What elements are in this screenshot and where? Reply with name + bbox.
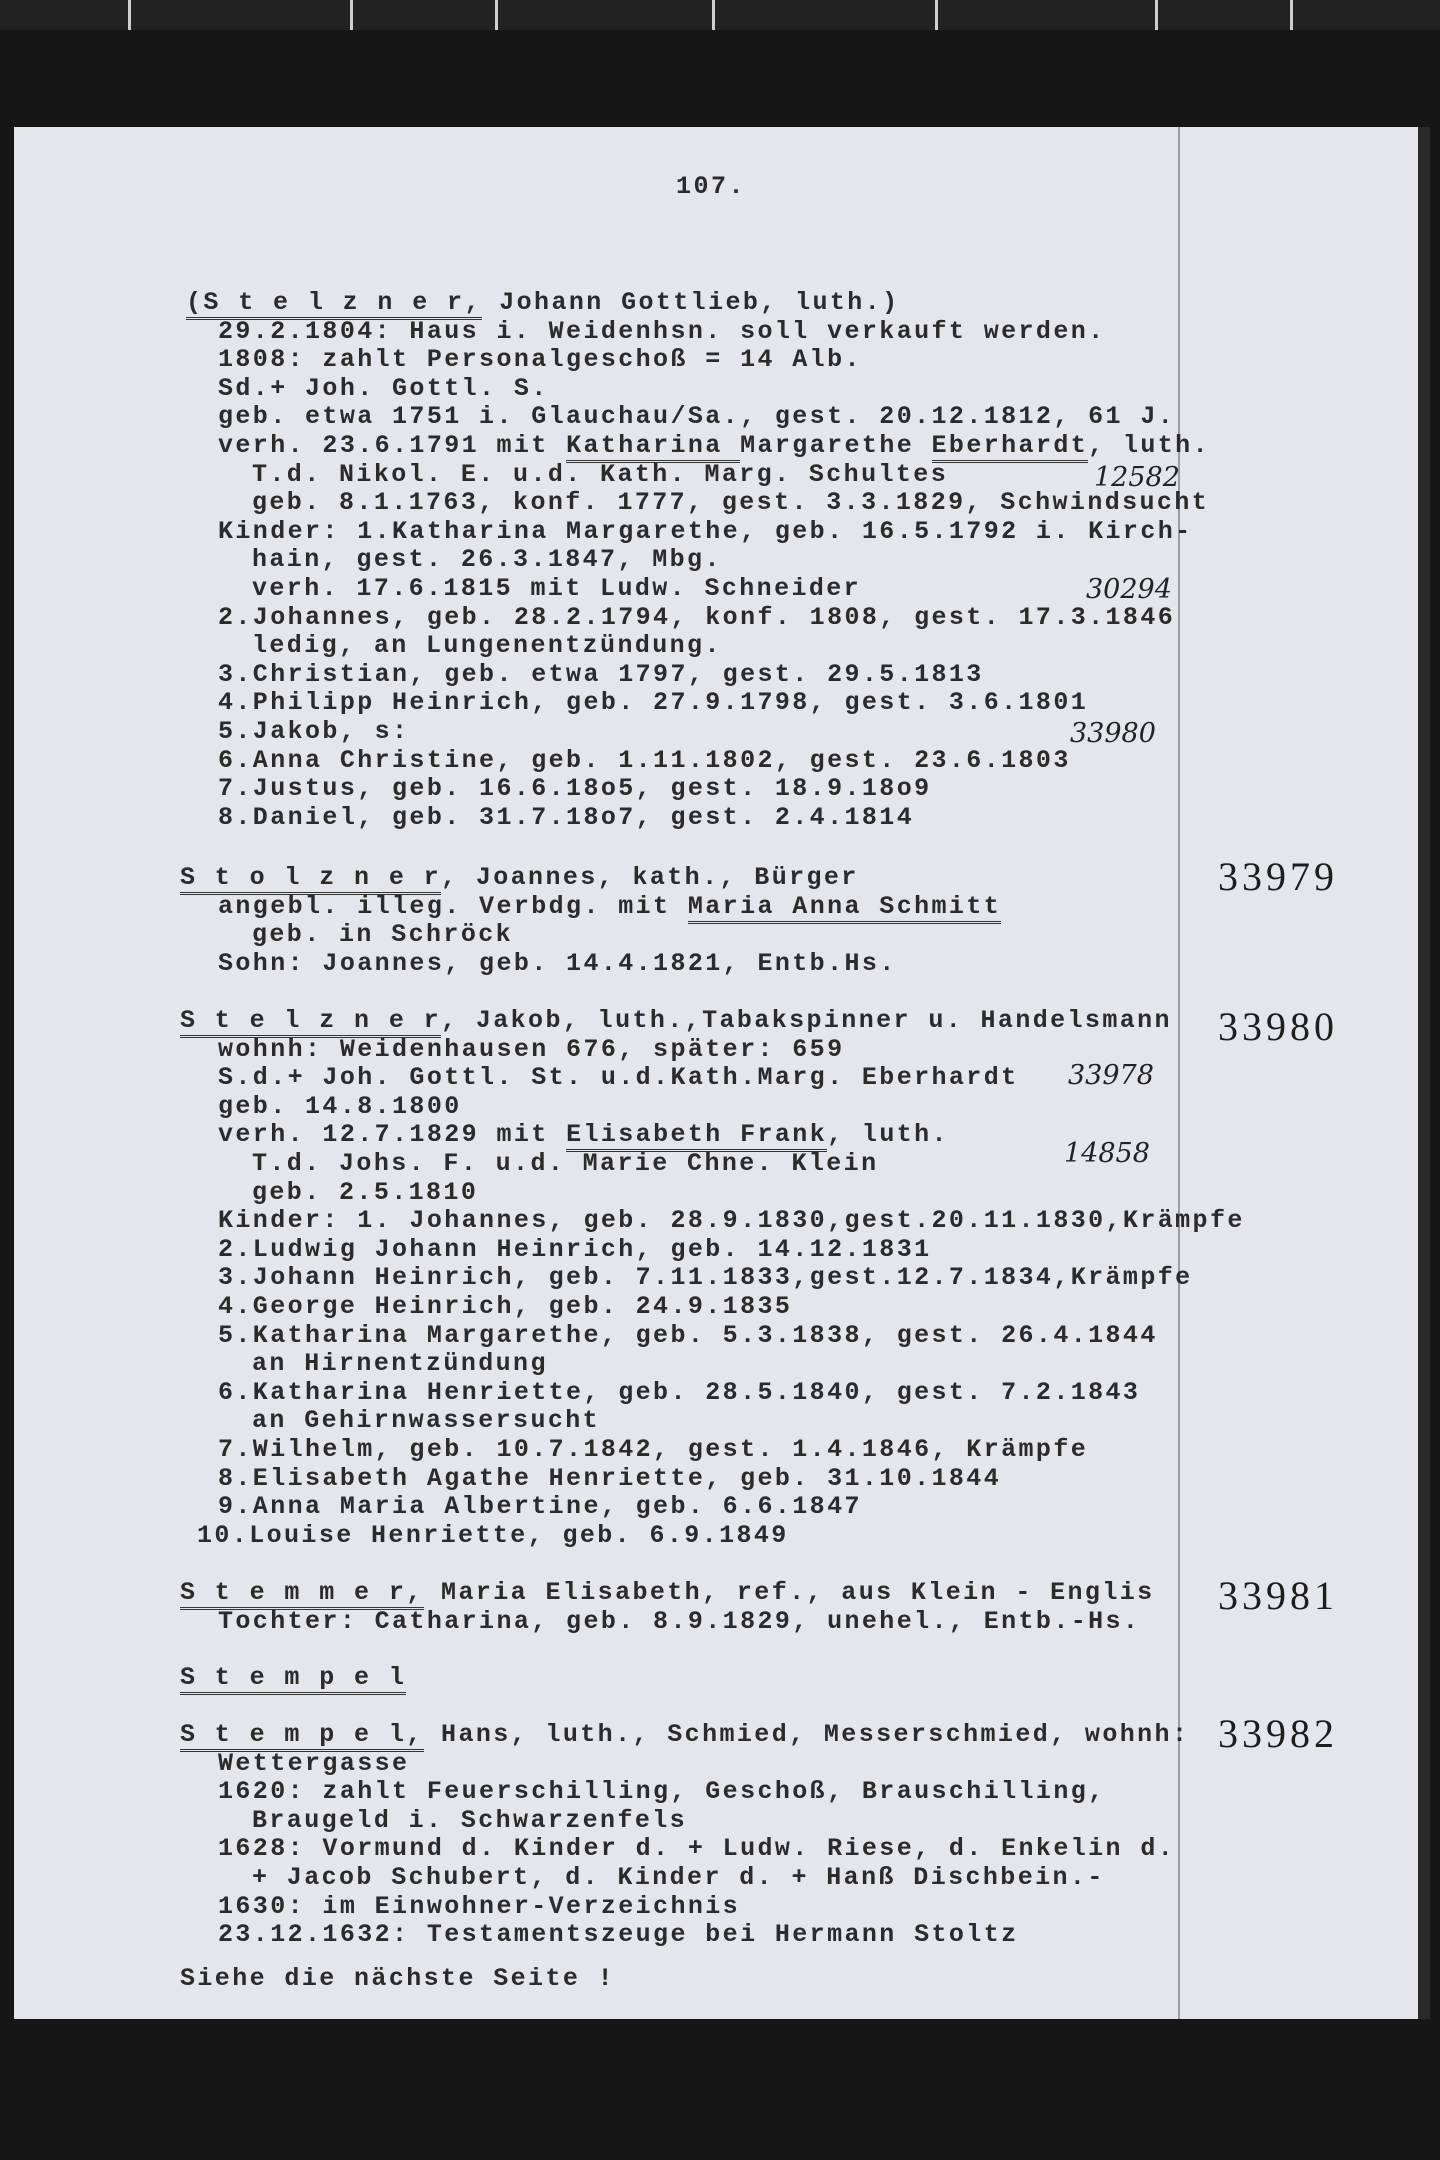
handwritten-reference: 30294 xyxy=(1086,574,1172,605)
underlined-name: S t e l z n e r xyxy=(180,1006,441,1038)
text-line xyxy=(0,1407,1245,1436)
text-line xyxy=(0,346,1210,375)
text-line xyxy=(0,1007,1245,1036)
text-line xyxy=(0,1579,1155,1608)
handwritten-reference: 33980 xyxy=(1070,718,1156,749)
text-line xyxy=(0,432,1210,461)
text-line xyxy=(0,1207,1245,1236)
entry xyxy=(0,1721,1189,1950)
underlined-name: S t e m m e r, xyxy=(180,1578,424,1610)
text-segment: geb. 2.5.1810 xyxy=(252,1177,479,1207)
text-segment: wohnh: Weidenhausen 676, später: 659 xyxy=(218,1034,845,1064)
text-line xyxy=(0,318,1210,347)
text-line xyxy=(0,804,1210,833)
text-segment: verh. 17.6.1815 mit Ludw. Schneider xyxy=(252,573,862,603)
text-line xyxy=(0,1493,1245,1522)
text-line xyxy=(0,1608,1155,1637)
text-line xyxy=(0,1350,1245,1379)
text-line xyxy=(0,1664,406,1693)
text-segment: Margarethe xyxy=(740,430,932,460)
film-edge-mark xyxy=(712,0,715,30)
film-edge-mark xyxy=(350,0,353,30)
text-line xyxy=(0,375,1210,404)
text-line xyxy=(0,1093,1245,1122)
text-segment: geb. 14.8.1800 xyxy=(218,1091,462,1121)
text-segment: geb. etwa 1751 i. Glauchau/Sa., gest. 20.12.1812, 61 J. xyxy=(218,402,1176,432)
text-segment: 9.Anna Maria Albertine, geb. 6.6.1847 xyxy=(218,1492,862,1522)
underlined-name: Katharina xyxy=(566,431,740,463)
text-segment: Sohn: Joannes, geb. 14.4.1821, Entb.Hs. xyxy=(218,948,897,978)
film-edge-strip xyxy=(0,0,1440,30)
text-segment: 3.Christian, geb. etwa 1797, gest. 29.5.1813 xyxy=(218,659,984,689)
text-segment: 6.Anna Christine, geb. 1.11.1802, gest. 23.6.1803 xyxy=(218,745,1071,775)
text-segment: ledig, an Lungenentzündung. xyxy=(252,631,722,661)
text-line xyxy=(0,1807,1189,1836)
text-line xyxy=(0,1064,1245,1093)
text-line xyxy=(0,1293,1245,1322)
film-edge-mark xyxy=(1290,0,1293,30)
text-segment: verh. 12.7.1829 mit xyxy=(218,1120,567,1150)
text-segment: Braugeld i. Schwarzenfels xyxy=(252,1805,688,1835)
page-number: 107. xyxy=(676,172,747,201)
text-segment: Hans, luth., Schmied, Messerschmied, wohnh: xyxy=(423,1720,1190,1749)
handwritten-reference: 14858 xyxy=(1064,1138,1150,1169)
text-segment: 4.George Heinrich, geb. 24.9.1835 xyxy=(218,1291,793,1321)
text-line xyxy=(0,747,1210,776)
text-segment: , Jakob, luth.,Tabakspinner u. Handelsmann xyxy=(441,1006,1172,1035)
text-line xyxy=(0,1721,1189,1750)
entry xyxy=(0,289,1210,832)
text-segment: Tochter: Catharina, geb. 8.9.1829, unehel., Entb.-Hs. xyxy=(218,1606,1141,1636)
text-segment: 8.Daniel, geb. 31.7.18o7, gest. 2.4.1814 xyxy=(218,802,915,832)
record-number: 33980 xyxy=(1218,1004,1338,1049)
underlined-name: S t e m p e l, xyxy=(180,1720,424,1752)
text-segment: an Gehirnwassersucht xyxy=(252,1406,601,1436)
text-line xyxy=(0,575,1210,604)
text-line xyxy=(0,1864,1189,1893)
text-segment: , luth. xyxy=(827,1120,949,1150)
film-edge-mark xyxy=(935,0,938,30)
text-line xyxy=(0,921,1001,950)
text-line xyxy=(0,1522,1245,1551)
text-segment: Siehe die nächste Seite ! xyxy=(180,1964,616,1993)
text-segment: 2.Johannes, geb. 28.2.1794, konf. 1808, gest. 17.3.1846 xyxy=(218,602,1176,632)
text-line xyxy=(0,1150,1245,1179)
text-line xyxy=(0,1465,1245,1494)
text-segment: 1630: im Einwohner-Verzeichnis xyxy=(218,1891,741,1921)
entry xyxy=(0,1965,615,1994)
text-segment: 8.Elisabeth Agathe Henriette, geb. 31.10.1844 xyxy=(218,1463,1002,1493)
record-number: 33982 xyxy=(1218,1711,1338,1756)
text-line xyxy=(0,893,1001,922)
record-number: 33979 xyxy=(1218,854,1338,899)
text-segment: 29.2.1804: Haus i. Weidenhsn. soll verkauft werden. xyxy=(218,316,1106,346)
text-segment: + Jacob Schubert, d. Kinder d. + Hanß Dischbein.- xyxy=(252,1862,1105,1892)
text-segment: geb. 8.1.1763, konf. 1777, gest. 3.3.1829, Schwindsucht xyxy=(252,488,1210,518)
text-line xyxy=(0,1778,1189,1807)
text-line xyxy=(0,1322,1245,1351)
text-segment: geb. in Schröck xyxy=(252,920,514,950)
text-line xyxy=(0,950,1001,979)
text-line xyxy=(0,1965,615,1994)
text-segment: an Hirnentzündung xyxy=(252,1349,548,1379)
film-edge-mark xyxy=(128,0,131,30)
text-segment: Kinder: 1. Johannes, geb. 28.9.1830,gest.20.11.1830,Krämpfe xyxy=(218,1206,1245,1236)
text-line xyxy=(0,661,1210,690)
text-segment: 5.Jakob, s: xyxy=(218,716,410,746)
text-segment: 7.Justus, geb. 16.6.18o5, gest. 18.9.18o9 xyxy=(218,774,932,804)
text-segment: Kinder: 1.Katharina Margarethe, geb. 16.5.1792 i. Kirch- xyxy=(218,516,1193,546)
text-segment: 3.Johann Heinrich, geb. 7.11.1833,gest.12.7.1834,Krämpfe xyxy=(218,1263,1193,1293)
text-segment: 2.Ludwig Johann Heinrich, geb. 14.12.1831 xyxy=(218,1234,932,1264)
text-segment: Sd.+ Joh. Gottl. S. xyxy=(218,373,549,403)
text-segment: hain, gest. 26.3.1847, Mbg. xyxy=(252,545,722,575)
underlined-name: Elisabeth Frank xyxy=(566,1120,827,1152)
text-segment: verh. 23.6.1791 mit xyxy=(218,430,567,460)
text-segment: T.d. Johs. F. u.d. Marie Chne. Klein xyxy=(252,1148,879,1178)
text-line xyxy=(0,1179,1245,1208)
text-line xyxy=(0,1893,1189,1922)
text-segment: 7.Wilhelm, geb. 10.7.1842, gest. 1.4.1846, Krämpfe xyxy=(218,1434,1089,1464)
handwritten-reference: 12582 xyxy=(1094,462,1180,493)
text-segment: 1620: zahlt Feuerschilling, Geschoß, Brauschilling, xyxy=(218,1777,1106,1807)
text-segment: T.d. Nikol. E. u.d. Kath. Marg. Schultes xyxy=(252,459,949,489)
underlined-name: Maria Anna Schmitt xyxy=(688,892,1001,924)
text-line xyxy=(0,289,1210,318)
text-segment: 23.12.1632: Testamentszeuge bei Hermann Stoltz xyxy=(218,1920,1019,1950)
text-line xyxy=(0,689,1210,718)
text-line xyxy=(0,864,1001,893)
page-edge xyxy=(1418,127,1430,2019)
text-line xyxy=(0,1436,1245,1465)
text-line xyxy=(0,604,1210,633)
text-segment: S.d.+ Joh. Gottl. St. u.d.Kath.Marg. Eberhardt xyxy=(218,1063,1019,1093)
entry xyxy=(0,864,1001,978)
text-line xyxy=(0,1921,1189,1950)
text-segment: Wettergasse xyxy=(218,1748,410,1778)
film-edge-mark xyxy=(495,0,498,30)
entry xyxy=(0,1007,1245,1550)
text-line xyxy=(0,1835,1189,1864)
underlined-name: S t o l z n e r xyxy=(180,863,441,895)
text-line xyxy=(0,489,1210,518)
text-line xyxy=(0,403,1210,432)
underlined-name: (S t e l z n e r, xyxy=(186,288,482,320)
text-line xyxy=(0,1379,1245,1408)
text-segment: , Joannes, kath., Bürger xyxy=(441,863,859,892)
text-segment: Johann Gottlieb, luth.) xyxy=(481,288,900,317)
text-segment: angebl. illeg. Verbdg. mit xyxy=(218,891,688,921)
film-edge-mark xyxy=(1155,0,1158,30)
text-segment: , luth. xyxy=(1088,430,1210,460)
text-line xyxy=(0,718,1210,747)
text-segment: Maria Elisabeth, ref., aus Klein - Englis xyxy=(423,1578,1155,1607)
text-line xyxy=(0,1036,1245,1065)
text-line xyxy=(0,546,1210,575)
text-segment: 4.Philipp Heinrich, geb. 27.9.1798, gest. 3.6.1801 xyxy=(218,688,1089,718)
text-line xyxy=(0,1236,1245,1265)
text-segment: 10.Louise Henriette, geb. 6.9.1849 xyxy=(197,1520,789,1550)
text-segment: 6.Katharina Henriette, geb. 28.5.1840, gest. 7.2.1843 xyxy=(218,1377,1141,1407)
handwritten-reference: 33978 xyxy=(1068,1060,1154,1091)
record-number: 33981 xyxy=(1218,1573,1338,1618)
text-line xyxy=(0,1264,1245,1293)
text-segment: 1628: Vormund d. Kinder d. + Ludw. Riese, d. Enkelin d. xyxy=(218,1834,1176,1864)
entry xyxy=(0,1664,406,1693)
text-line xyxy=(0,632,1210,661)
text-line xyxy=(0,518,1210,547)
entry xyxy=(0,1579,1155,1636)
underlined-name: S t e m p e l xyxy=(180,1663,406,1695)
text-segment: 5.Katharina Margarethe, geb. 5.3.1838, gest. 26.4.1844 xyxy=(218,1320,1158,1350)
text-line xyxy=(0,461,1210,490)
text-segment: 1808: zahlt Personalgeschoß = 14 Alb. xyxy=(218,345,862,375)
text-line xyxy=(0,1121,1245,1150)
text-line xyxy=(0,1750,1189,1779)
text-line xyxy=(0,775,1210,804)
underlined-name: Eberhardt xyxy=(932,431,1089,463)
